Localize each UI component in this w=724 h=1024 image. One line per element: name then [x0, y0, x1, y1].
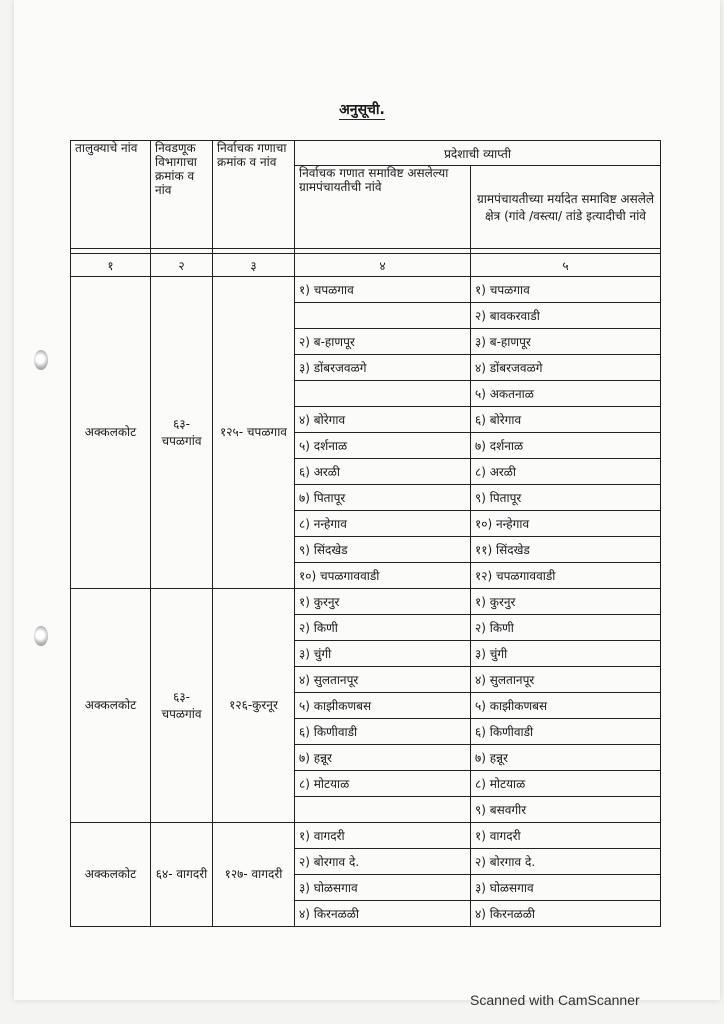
- area-cell: १०) नन्हेगाव: [471, 511, 661, 537]
- header-area-names: ग्रामपंचायतीच्या मर्यादेत समाविष्ट असलेले क्षेत्र (गांवे /वस्त्या/ तांडे इत्यादीची नांवे: [471, 166, 661, 249]
- gram-panchayat-cell: ९) सिंदखेड: [295, 537, 471, 563]
- header-taluka: तालुक्याचे नांव: [71, 141, 151, 249]
- gram-panchayat-cell: ४) सुलतानपूर: [295, 667, 471, 693]
- punch-hole-icon: [34, 350, 48, 370]
- gram-panchayat-cell: १) कुरनुर: [295, 589, 471, 615]
- gram-panchayat-cell: २) बोरगाव दे.: [295, 849, 471, 875]
- area-cell: ६) किणीवाडी: [471, 719, 661, 745]
- header-gram-panchayat-names: निर्वाचक गणात समाविष्ट असलेल्या ग्रामपंचायतीची नांवे: [295, 166, 471, 249]
- gram-panchayat-cell: [295, 797, 471, 823]
- header-region-extent: प्रदेशाची व्याप्ती: [295, 141, 661, 166]
- area-cell: ४) सुलतानपूर: [471, 667, 661, 693]
- division-cell: ६४- वागदरी: [151, 823, 213, 927]
- column-number: १: [71, 254, 151, 277]
- gram-panchayat-cell: ७) पितापूर: [295, 485, 471, 511]
- division-cell: ६३- चपळगांव: [151, 589, 213, 823]
- area-cell: १२) चपळगाववाडी: [471, 563, 661, 589]
- gram-panchayat-cell: ८) नन्हेगाव: [295, 511, 471, 537]
- gram-panchayat-cell: [295, 381, 471, 407]
- area-cell: २) किणी: [471, 615, 661, 641]
- gan-cell: १२७- वागदरी: [213, 823, 295, 927]
- gram-panchayat-cell: ७) हन्नूर: [295, 745, 471, 771]
- table-row: [71, 823, 661, 849]
- column-number: २: [151, 254, 213, 277]
- table-row: [71, 277, 661, 303]
- area-cell: १) वागदरी: [471, 823, 661, 849]
- gram-panchayat-cell: [295, 303, 471, 329]
- table-row: [71, 589, 661, 615]
- area-cell: ४) किरनळळी: [471, 901, 661, 927]
- gram-panchayat-cell: ५) काझीकणबस: [295, 693, 471, 719]
- gram-panchayat-cell: ३) डोंबरजवळगे: [295, 355, 471, 381]
- column-number: ५: [471, 254, 661, 277]
- area-cell: १) कुरनुर: [471, 589, 661, 615]
- area-cell: ७) दर्शनाळ: [471, 433, 661, 459]
- gram-panchayat-cell: ८) मोटयाळ: [295, 771, 471, 797]
- area-cell: ९) बसवगीर: [471, 797, 661, 823]
- page-title: अनुसूची.: [339, 102, 385, 118]
- gan-cell: १२६-कुरनूर: [213, 589, 295, 823]
- gram-panchayat-cell: १) वागदरी: [295, 823, 471, 849]
- punch-hole-icon: [34, 626, 48, 646]
- area-cell: १) चपळगाव: [471, 277, 661, 303]
- area-cell: ८) अरळी: [471, 459, 661, 485]
- area-cell: ११) सिंदखेड: [471, 537, 661, 563]
- schedule-table: [70, 140, 661, 927]
- column-number: ४: [295, 254, 471, 277]
- gram-panchayat-cell: ३) चुंगी: [295, 641, 471, 667]
- taluka-cell: अक्कलकोट: [71, 589, 151, 823]
- gram-panchayat-cell: ५) दर्शनाळ: [295, 433, 471, 459]
- gan-cell: १२५- चपळगाव: [213, 277, 295, 589]
- area-cell: ६) बोरेगाव: [471, 407, 661, 433]
- area-cell: २) बावकरवाडी: [471, 303, 661, 329]
- area-cell: ८) मोटयाळ: [471, 771, 661, 797]
- gram-panchayat-cell: ३) घोळसगाव: [295, 875, 471, 901]
- area-cell: ५) अकतनाळ: [471, 381, 661, 407]
- taluka-cell: अक्कलकोट: [71, 277, 151, 589]
- gram-panchayat-cell: ४) बोरेगाव: [295, 407, 471, 433]
- area-cell: ४) डोंबरजवळगे: [471, 355, 661, 381]
- gram-panchayat-cell: १०) चपळगाववाडी: [295, 563, 471, 589]
- gram-panchayat-cell: ६) किणीवाडी: [295, 719, 471, 745]
- gram-panchayat-cell: ६) अरळी: [295, 459, 471, 485]
- gram-panchayat-cell: ४) किरनळळी: [295, 901, 471, 927]
- header-division: निवडणूक विभागाचा क्रमांक व नांव: [151, 141, 213, 249]
- area-cell: ५) काझीकणबस: [471, 693, 661, 719]
- header-gan: निर्वाचक गणाचा क्रमांक व नांव: [213, 141, 295, 249]
- gram-panchayat-cell: २) ब-हाणपूर: [295, 329, 471, 355]
- column-number-row: [71, 254, 661, 277]
- area-cell: २) बोरगाव दे.: [471, 849, 661, 875]
- division-cell: ६३- चपळगांव: [151, 277, 213, 589]
- column-number: ३: [213, 254, 295, 277]
- area-cell: ३) चुंगी: [471, 641, 661, 667]
- taluka-cell: अक्कलकोट: [71, 823, 151, 927]
- area-cell: ९) पितापूर: [471, 485, 661, 511]
- area-cell: ३) ब-हाणपूर: [471, 329, 661, 355]
- gram-panchayat-cell: १) चपळगाव: [295, 277, 471, 303]
- area-cell: ३) घोळसगाव: [471, 875, 661, 901]
- scanner-watermark: Scanned with CamScanner: [470, 992, 640, 1008]
- gram-panchayat-cell: २) किणी: [295, 615, 471, 641]
- area-cell: ७) हन्नूर: [471, 745, 661, 771]
